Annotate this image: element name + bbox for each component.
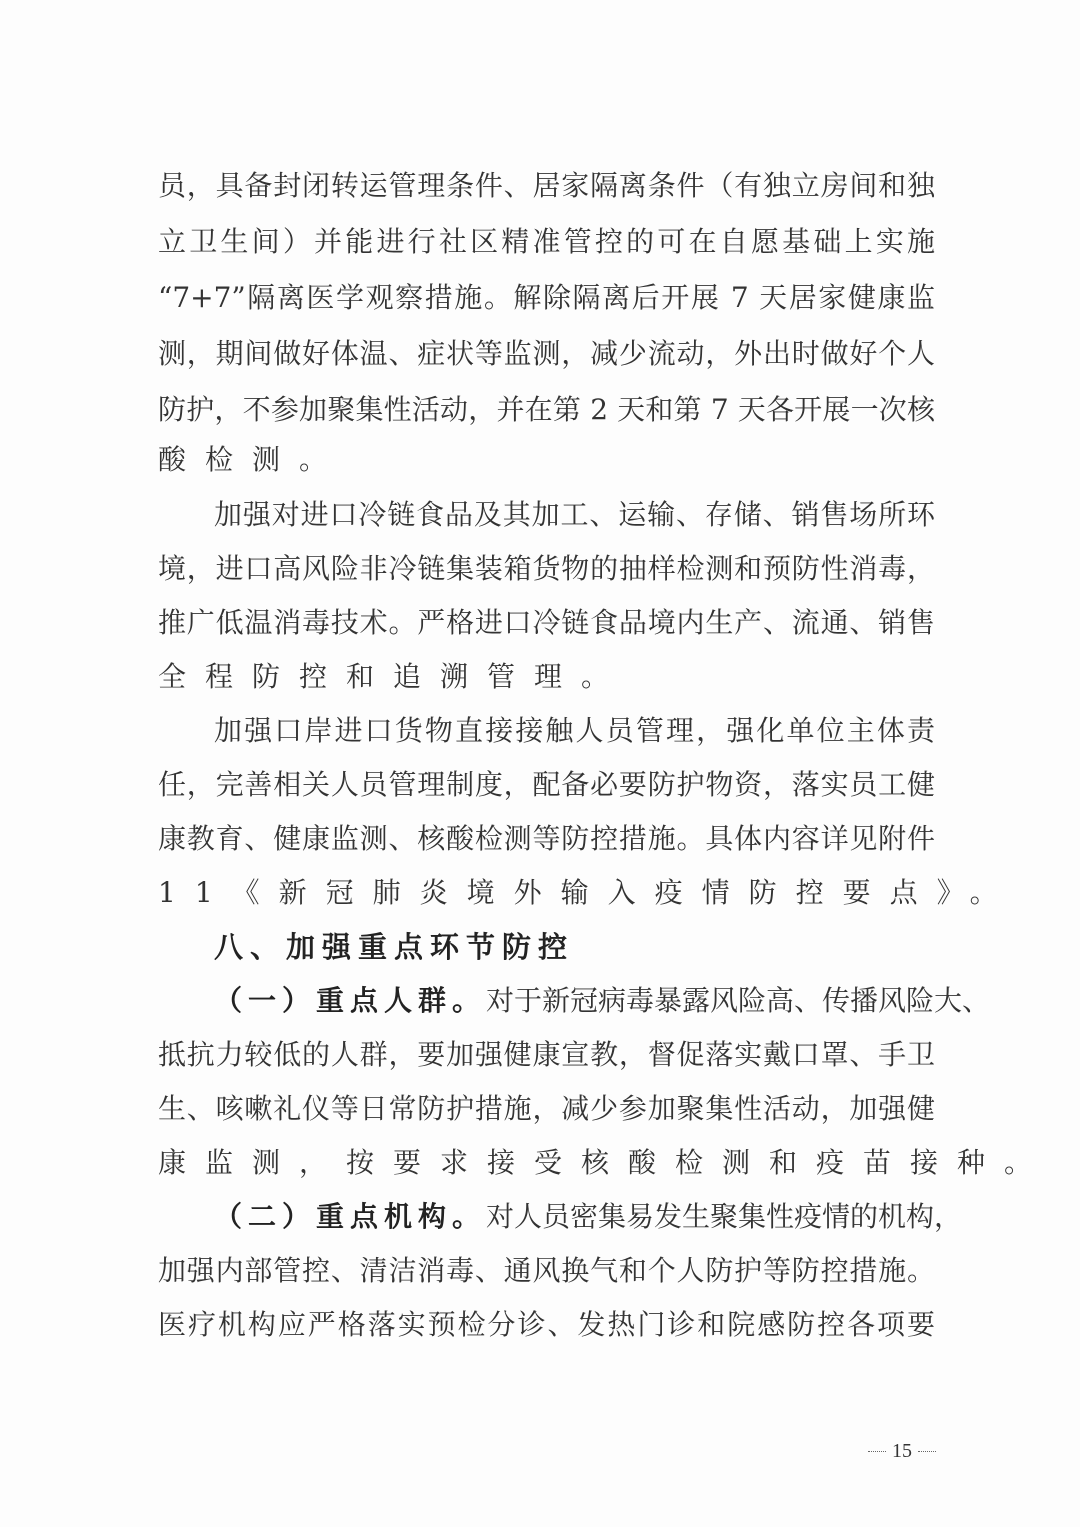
text-line: 酸检测。: [158, 443, 347, 476]
text-line: 11《新冠肺炎境外输入疫情防控要点》。: [158, 876, 1017, 909]
page-number-dash-right: [918, 1451, 936, 1452]
text-line: 推广低温消毒技术。严格进口冷链食品境内生产、流通、销售: [158, 606, 935, 639]
page-number-dash-left: [868, 1451, 886, 1452]
text-line: 康教育、健康监测、核酸检测等防控措施。具体内容详见附件: [158, 822, 935, 855]
text-line: “7+7”隔离医学观察措施。解除隔离后开展 7 天居家健康监: [158, 281, 935, 314]
subsection-first-line: [214, 1197, 963, 1237]
page-number-value: 15: [892, 1440, 912, 1462]
text-line: 抵抗力较低的人群，要加强健康宣教，督促落实戴口罩、手卫: [158, 1038, 935, 1071]
text-line: 加强对进口冷链食品及其加工、运输、存储、销售场所环: [214, 498, 935, 531]
text-line: 生、咳嗽礼仪等日常防护措施，减少参加聚集性活动，加强健: [158, 1092, 935, 1125]
page-number: [868, 1440, 936, 1463]
text-line: 医疗机构应严格落实预检分诊、发热门诊和院感防控各项要: [158, 1308, 935, 1341]
text-line: 对于新冠病毒暴露风险高、传播风险大、: [486, 984, 991, 1017]
text-line: 员，具备封闭转运管理条件、居家隔离条件（有独立房间和独: [158, 169, 935, 202]
text-line: 全程防控和追溯管理。: [158, 660, 629, 693]
text-line: 加强口岸进口货物直接接触人员管理，强化单位主体责: [214, 714, 935, 747]
text-line: 境，进口高风险非冷链集装箱货物的抽样检测和预防性消毒，: [158, 552, 935, 585]
subsection-label: （一）重点人群。: [214, 984, 487, 1017]
subsection-first-line: [214, 981, 991, 1021]
text-line: 测，期间做好体温、症状等监测，减少流动，外出时做好个人: [158, 337, 935, 370]
text-line: 任，完善相关人员管理制度，配备必要防护物资，落实员工健: [158, 768, 935, 801]
text-line: 加强内部管控、清洁消毒、通风换气和个人防护等防控措施。: [158, 1254, 935, 1287]
text-line: 立卫生间）并能进行社区精准管控的可在自愿基础上实施: [158, 225, 935, 258]
text-line: 防护，不参加聚集性活动，并在第 2 天和第 7 天各开展一次核: [158, 393, 935, 426]
text-line: 康监测，按要求接受核酸检测和疫苗接种。: [158, 1146, 1052, 1179]
subsection-label: （二）重点机构。: [214, 1200, 487, 1233]
text-line: 对人员密集易发生聚集性疫情的机构，: [486, 1200, 963, 1233]
section-heading: 八、加强重点环节防控: [214, 930, 575, 964]
